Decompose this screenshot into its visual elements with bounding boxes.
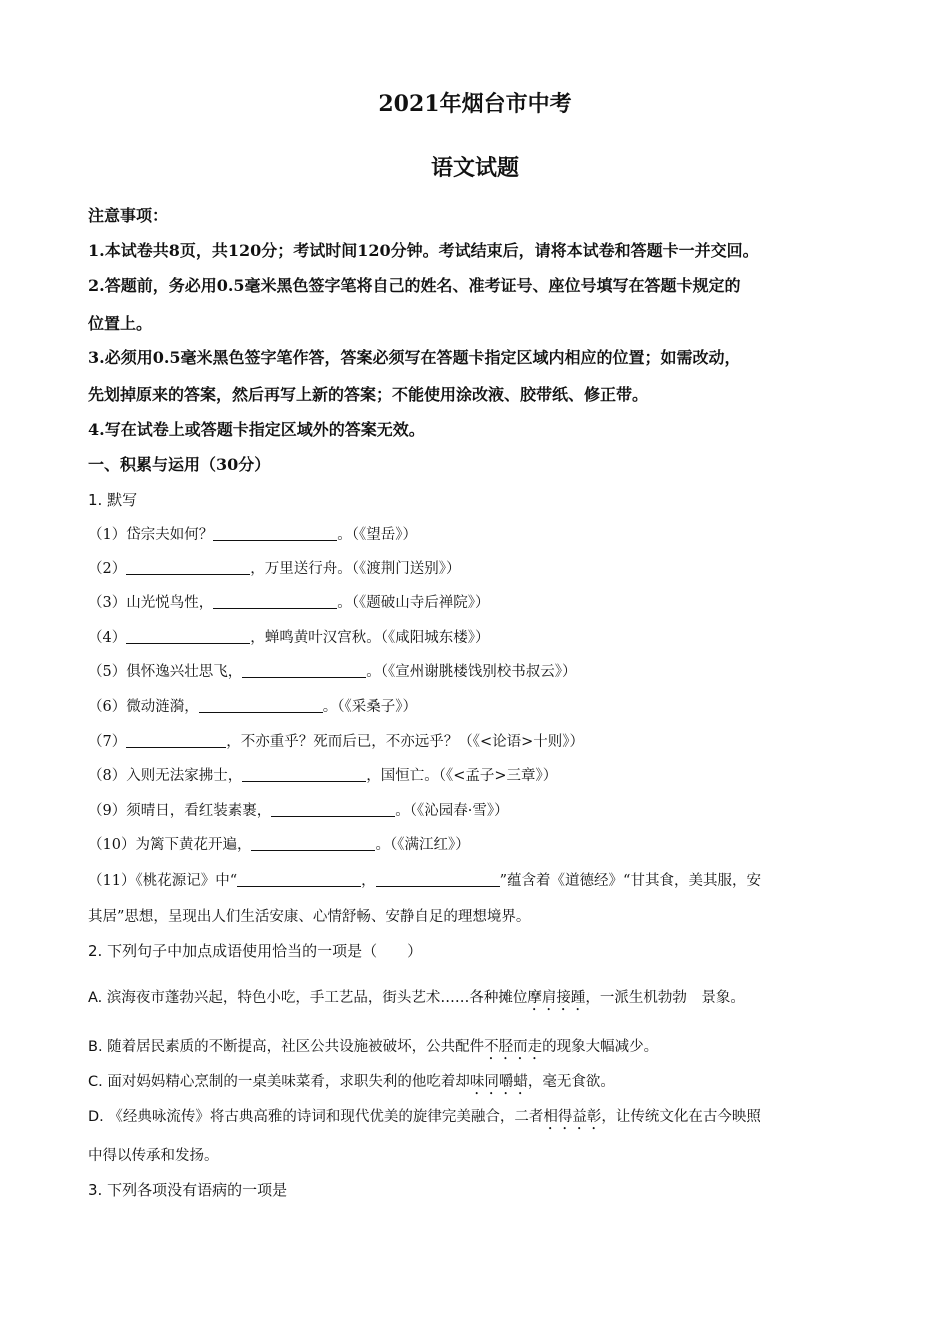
- recite-item-7: [88, 731, 584, 753]
- item-text-after: ，蝉鸣黄叶汉宫秋。（《咸阳城东楼》）: [250, 630, 490, 646]
- option-letter: C.: [88, 1074, 103, 1090]
- item-label: （4）: [88, 630, 127, 646]
- option-text-after: ，毫无食欲。: [527, 1074, 615, 1090]
- answer-blank[interactable]: [242, 661, 366, 678]
- notice-item-3-line-2: 先划掉原来的答案，然后再写上新的答案；不能使用涂改液、胶带纸、修正带。: [88, 385, 649, 404]
- question-1-title: [88, 489, 137, 511]
- item-text-before: 俱怀逸兴壮思飞，: [126, 664, 243, 680]
- item-label: （10）: [88, 837, 136, 853]
- item-text-before: 《桃花源记》中“: [135, 873, 238, 889]
- answer-blank[interactable]: [126, 627, 250, 644]
- item-text-after: 。（《采桑子》）: [322, 699, 417, 715]
- item-text-after: 。（《题破山寺后禅院》）: [337, 595, 490, 611]
- item-text-middle: ，: [361, 873, 376, 889]
- recite-item-4: [88, 627, 489, 649]
- answer-blank[interactable]: [213, 524, 337, 541]
- item-label: （2）: [88, 561, 127, 577]
- item-text-after: ，国恒亡。（《<孟子>三章》）: [366, 768, 558, 784]
- dotted-idiom: 摩肩接踵: [527, 990, 586, 1006]
- option-letter: D.: [88, 1109, 104, 1125]
- recite-item-10: [88, 834, 470, 856]
- item-text-before: 须晴日，看红装素裹，: [126, 803, 272, 819]
- item-text-before: 为篱下黄花开遍，: [135, 837, 252, 853]
- item-text-after: 。（《满江红》）: [375, 837, 470, 853]
- notice-item-2-line-2: 位置上。: [88, 314, 153, 333]
- answer-blank[interactable]: [213, 592, 337, 609]
- option-d-line-2: 中得以传承和发扬。: [88, 1148, 219, 1164]
- question-text: 下列各项没有语病的一项是: [107, 1181, 288, 1199]
- item-label: （8）: [88, 768, 127, 784]
- item-label: （5）: [88, 664, 127, 680]
- answer-blank[interactable]: [237, 870, 361, 887]
- answer-blank[interactable]: [271, 800, 395, 817]
- recite-item-2: [88, 558, 460, 580]
- option-d[interactable]: [88, 1106, 761, 1133]
- notice-item-2-line-1: 2.答题前，务必用0.5毫米黑色签字笔将自己的姓名、准考证号、座位号填写在答题卡规定的: [88, 276, 741, 295]
- recite-item-1: [88, 524, 417, 546]
- item-text-after: 。（《望岳》）: [337, 527, 417, 543]
- item-label: （3）: [88, 595, 127, 611]
- recite-item-3: [88, 592, 489, 614]
- item-text-before: 山光悦鸟性，: [126, 595, 214, 611]
- dotted-idiom: 味同嚼蜡: [469, 1074, 528, 1090]
- exam-subtitle: 语文试题: [430, 155, 519, 181]
- option-text-before: 滨海夜市蓬勃兴起，特色小吃，手工艺品，街头艺术……各种摊位: [106, 990, 528, 1006]
- question-text: 默写: [107, 491, 138, 509]
- option-text-after: ，一派生机勃勃 景象。: [585, 990, 745, 1006]
- option-letter: B.: [88, 1039, 103, 1055]
- answer-blank[interactable]: [376, 870, 500, 887]
- question-number: 3.: [88, 1181, 103, 1199]
- option-text-after: 的现象大幅减少。: [542, 1039, 659, 1055]
- recite-item-11-line-2: 其居”思想，呈现出人们生活安康、心情舒畅、安静自足的理想境界。: [88, 909, 531, 925]
- option-text-before: 面对妈妈精心烹制的一桌美味菜肴，求职失利的他吃着却: [107, 1074, 470, 1090]
- question-text: 下列句子中加点成语使用恰当的一项是（ ）: [107, 942, 423, 960]
- item-label: （6）: [88, 699, 127, 715]
- recite-item-11: [88, 870, 761, 892]
- item-label: （1）: [88, 527, 127, 543]
- item-text-before: 入则无法家拂士，: [126, 768, 243, 784]
- answer-blank[interactable]: [199, 696, 323, 713]
- answer-blank[interactable]: [126, 558, 250, 575]
- exam-title: 2021年烟台市中考: [378, 91, 572, 117]
- item-text-before: 微动涟漪，: [126, 699, 199, 715]
- option-letter: A.: [88, 990, 103, 1006]
- question-number: 2.: [88, 942, 103, 960]
- item-text-before: 岱宗夫如何？: [126, 527, 214, 543]
- option-text-before: 《经典咏流传》将古典高雅的诗词和现代优美的旋律完美融合，二者: [108, 1109, 544, 1125]
- answer-blank[interactable]: [242, 765, 366, 782]
- item-text-after: 。（《宣州谢朓楼饯别校书叔云》）: [366, 664, 577, 680]
- notice-item-3-line-1: 3.必须用0.5毫米黑色签字笔作答，答案必须写在答题卡指定区域内相应的位置；如需改动，: [88, 348, 741, 367]
- option-text-after: ，让传统文化在古今映照: [601, 1109, 761, 1125]
- notice-item-4: 4.写在试卷上或答题卡指定区域外的答案无效。: [88, 420, 425, 439]
- question-2-title: [88, 940, 422, 962]
- item-label: （7）: [88, 734, 127, 750]
- question-number: 1.: [88, 491, 103, 509]
- answer-blank[interactable]: [126, 731, 226, 748]
- option-b[interactable]: [88, 1036, 658, 1063]
- recite-item-8: [88, 765, 557, 787]
- answer-blank[interactable]: [251, 834, 375, 851]
- item-label: （11）: [88, 873, 136, 889]
- item-text-after: ，不亦重乎？死而后已，不亦远乎？（《<论语>十则》）: [226, 734, 585, 750]
- item-text-after: ”蕴含着《道德经》“甘其食，美其服，安: [499, 873, 761, 889]
- item-text-after: ，万里送行舟。（《渡荆门送别》）: [250, 561, 461, 577]
- item-label: （9）: [88, 803, 127, 819]
- recite-item-5: [88, 661, 576, 683]
- notice-item-1: 1.本试卷共8页，共120分；考试时间120分钟。考试结束后，请将本试卷和答题卡一并交回。: [88, 241, 759, 260]
- option-a[interactable]: [88, 987, 745, 1014]
- recite-item-6: [88, 696, 417, 718]
- notice-heading: 注意事项：: [88, 206, 169, 225]
- dotted-idiom: 相得益彰: [543, 1109, 602, 1125]
- recite-item-9: [88, 800, 509, 822]
- question-3-title: [88, 1179, 287, 1201]
- option-text-before: 随着居民素质的不断提高，社区公共设施被破坏，公共配件: [107, 1039, 485, 1055]
- option-c[interactable]: [88, 1071, 615, 1098]
- item-text-after: 。（《沁园春·雪》）: [395, 803, 509, 819]
- dotted-idiom: 不胫而走: [484, 1039, 543, 1055]
- section-heading: 一、积累与运用（30分）: [88, 455, 271, 474]
